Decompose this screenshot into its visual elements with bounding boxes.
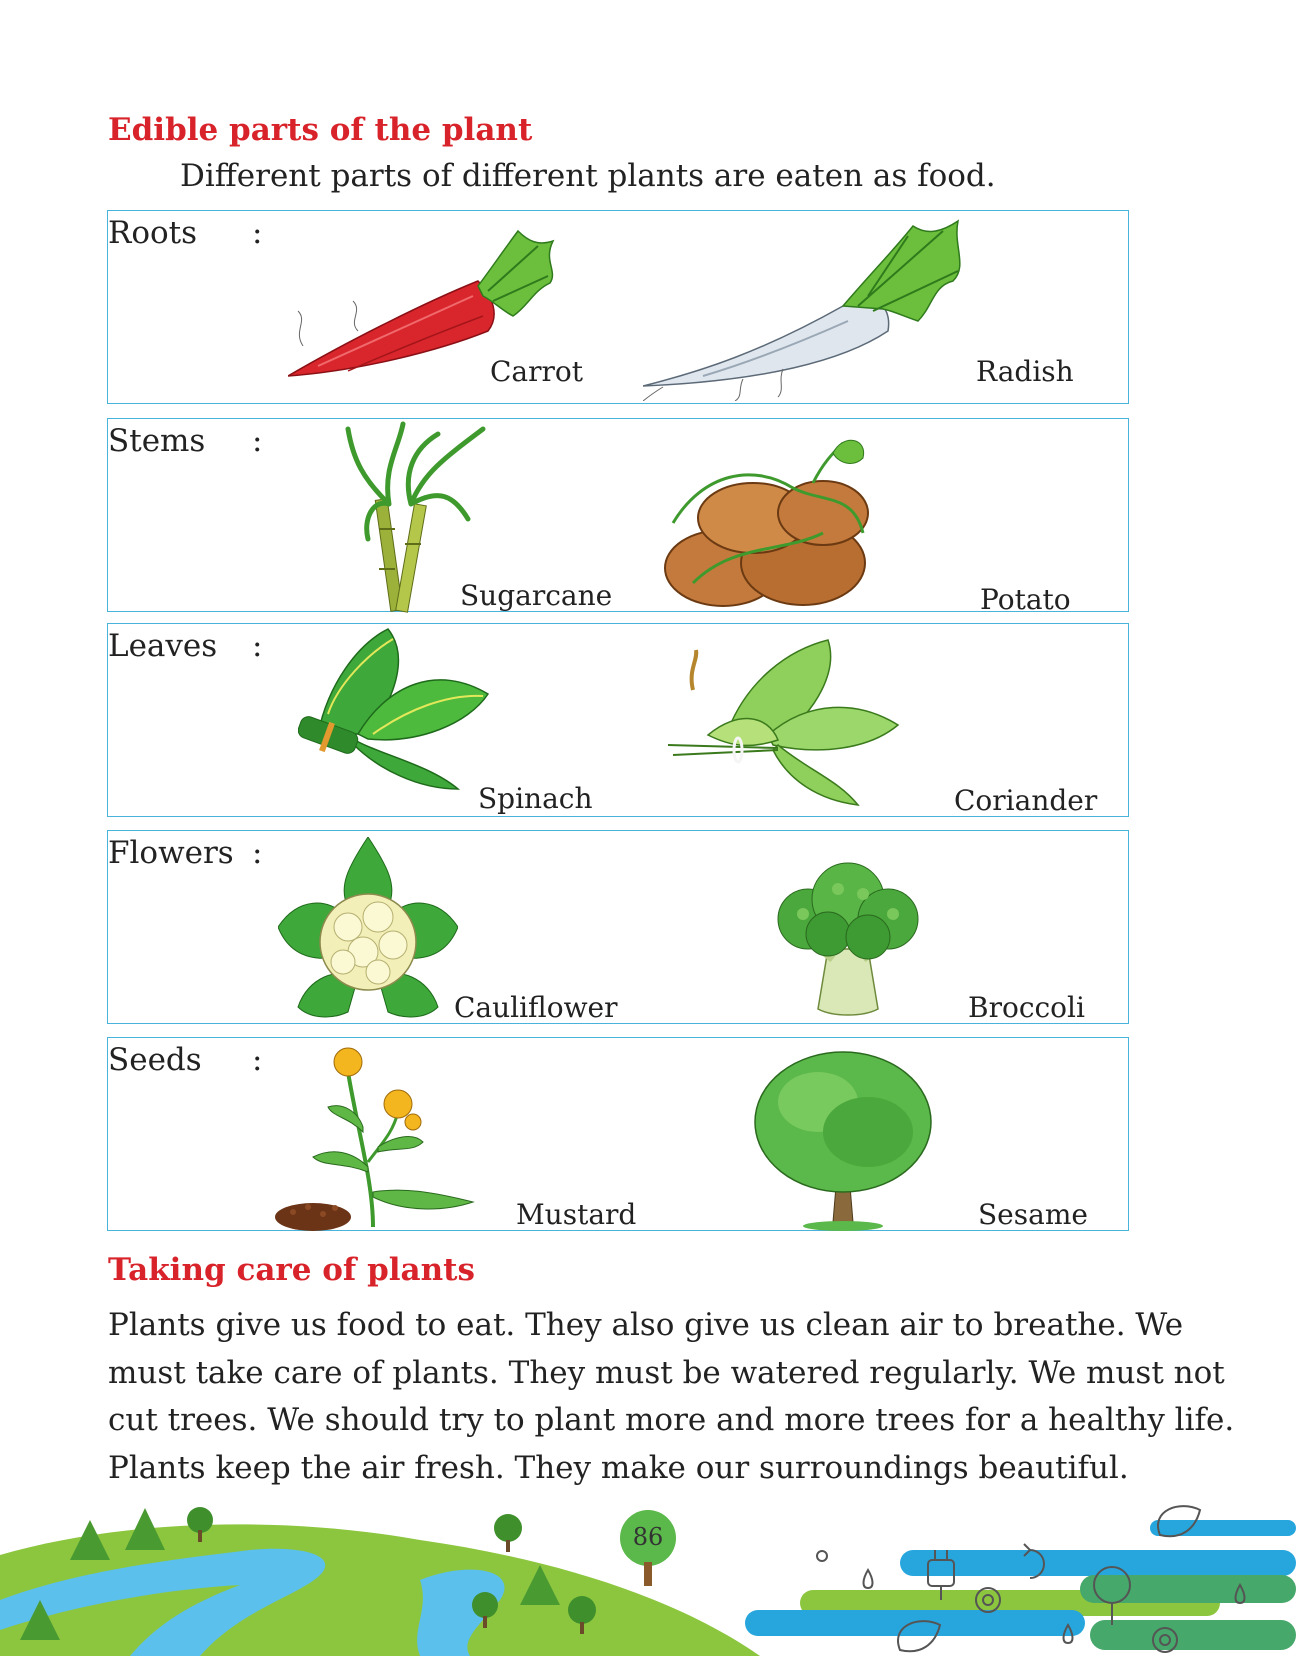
row-label: Flowers: [108, 835, 234, 871]
item-name: Mustard: [516, 1198, 637, 1231]
potato-icon: [663, 433, 883, 611]
radish-icon: [643, 211, 973, 401]
row-flowers: [107, 830, 1129, 1024]
item-name: Sugarcane: [460, 579, 613, 612]
tree-icon: [187, 1507, 213, 1533]
intro-text: Different parts of different plants are eaten as food.: [180, 158, 996, 194]
item-name: Coriander: [954, 784, 1098, 817]
row-label: Seeds: [108, 1042, 202, 1078]
tree-icon: [568, 1596, 596, 1624]
row-roots: [107, 210, 1129, 404]
broccoli-icon: [768, 859, 928, 1019]
row-label: Leaves: [108, 628, 218, 664]
row-label: Roots: [108, 215, 198, 251]
row-colon: :: [252, 628, 263, 664]
coriander-icon: [668, 630, 908, 810]
row-colon: :: [252, 835, 263, 871]
section-title-taking-care: Taking care of plants: [108, 1252, 475, 1288]
row-colon: :: [252, 423, 263, 459]
item-name: Cauliflower: [454, 991, 618, 1024]
item-name: Carrot: [490, 355, 583, 388]
paragraph-line: cut trees. We should try to plant more and more trees for a healthy life.: [108, 1402, 1235, 1438]
row-label: Stems: [108, 423, 206, 459]
row-colon: :: [252, 215, 263, 251]
paragraph-line: must take care of plants. They must be watered regularly. We must not: [108, 1354, 1225, 1391]
cauliflower-icon: [278, 837, 458, 1021]
page-number: 86: [632, 1523, 664, 1551]
row-colon: :: [252, 1042, 263, 1078]
item-name: Spinach: [478, 782, 593, 815]
spinach-icon: [298, 624, 498, 794]
section-title-edible-parts: Edible parts of the plant: [108, 112, 533, 148]
row-leaves: [107, 623, 1129, 817]
mustard-plant-icon: [273, 1042, 483, 1232]
item-name: Potato: [980, 583, 1071, 616]
row-seeds: [107, 1037, 1129, 1231]
paragraph-line: Plants give us food to eat. They also give us clean air to breathe. We: [108, 1307, 1184, 1343]
circle-icon: [817, 1551, 827, 1561]
item-name: Sesame: [978, 1198, 1088, 1231]
tree-icon: [494, 1514, 522, 1542]
row-stems: [107, 418, 1129, 616]
item-name: Radish: [976, 355, 1074, 388]
item-name: Broccoli: [968, 991, 1085, 1024]
tree-icon: [472, 1592, 498, 1618]
care-paragraph: [108, 1302, 1235, 1492]
sesame-tree-icon: [748, 1042, 938, 1232]
paragraph-line: Plants keep the air fresh. They make our surroundings beautiful.: [108, 1449, 1129, 1486]
droplet-icon: [864, 1570, 873, 1588]
